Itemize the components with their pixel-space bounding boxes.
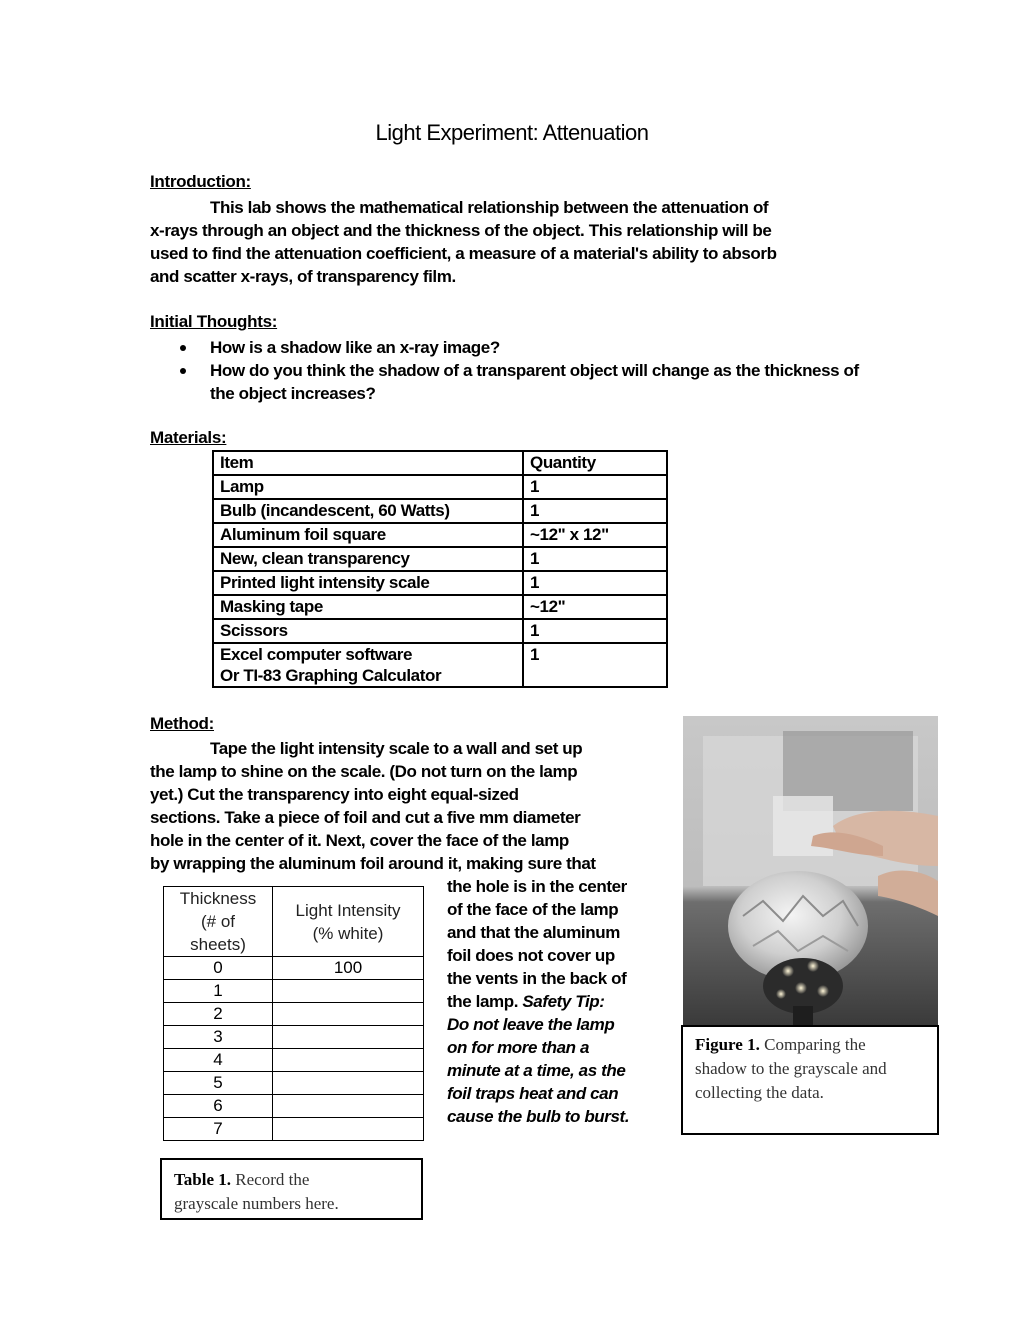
- qty-cell: 1: [523, 547, 667, 571]
- intensity-table: [163, 886, 424, 1141]
- table-row: [164, 957, 424, 980]
- table-row: [164, 1003, 424, 1026]
- method-line: the lamp to shine on the scale. (Do not turn on the lamp: [150, 762, 578, 781]
- intensity-cell: [273, 980, 424, 1003]
- item-cell: Bulb (incandescent, 60 Watts): [213, 499, 523, 523]
- table-row: [164, 1049, 424, 1072]
- table-row: [164, 1095, 424, 1118]
- intensity-cell: [273, 1072, 424, 1095]
- method-paragraph-narrow: [447, 875, 667, 1128]
- list-item: How do you think the shadow of a transparent object will change as the thickness of the object increases?: [150, 359, 870, 405]
- initial-thoughts-heading: Initial Thoughts:: [150, 312, 278, 331]
- table-header-row: [164, 887, 424, 957]
- method-line: sections. Take a piece of foil and cut a five mm diameter: [150, 808, 581, 827]
- method-line: hole in the center of it. Next, cover the face of the lamp: [150, 831, 569, 850]
- lamp-photo-illustration: [683, 716, 938, 1026]
- method-line: yet.) Cut the transparency into eight equal-sized: [150, 785, 519, 804]
- table-row: [164, 1026, 424, 1049]
- item-cell: Aluminum foil square: [213, 523, 523, 547]
- table-row: [213, 619, 667, 643]
- page-title: Light Experiment: Attenuation: [375, 120, 649, 145]
- thickness-cell: 1: [164, 980, 273, 1003]
- lamp-photo: [683, 716, 938, 1026]
- thickness-cell: 4: [164, 1049, 273, 1072]
- safety-tip-label: Safety Tip:: [522, 992, 605, 1011]
- method-line: foil does not cover up: [447, 946, 615, 965]
- table-caption: Table 1. Record the grayscale numbers here.: [160, 1158, 423, 1220]
- table-row: [213, 547, 667, 571]
- initial-thoughts-list: [150, 336, 870, 405]
- table-row: [213, 475, 667, 499]
- table-row: [213, 499, 667, 523]
- thickness-cell: 0: [164, 957, 273, 980]
- safety-tip-line: foil traps heat and can: [447, 1084, 619, 1103]
- method-line: the lamp. Safety Tip:: [447, 992, 605, 1011]
- table-header-row: [213, 451, 667, 475]
- intro-line: x-rays through an object and the thickness of the object. This relationship will be: [150, 221, 772, 240]
- intro-line: used to find the attenuation coefficient, a measure of a material's ability to absorb: [150, 244, 777, 263]
- item-cell: Excel computer software Or TI-83 Graphing Calculator: [213, 643, 523, 687]
- intensity-cell: [273, 1049, 424, 1072]
- intensity-cell: [273, 1118, 424, 1141]
- header-cell-thickness: Thickness (# of sheets): [164, 887, 273, 957]
- figure-caption: Figure 1. Comparing the shadow to the grayscale and collecting the data.: [681, 1025, 939, 1135]
- intensity-cell: [273, 1095, 424, 1118]
- thickness-cell: 6: [164, 1095, 273, 1118]
- thickness-cell: 3: [164, 1026, 273, 1049]
- item-cell: Lamp: [213, 475, 523, 499]
- table-row: [164, 1072, 424, 1095]
- table-row: [213, 571, 667, 595]
- header-cell-intensity: Light Intensity (% white): [273, 887, 424, 957]
- table-row: [213, 523, 667, 547]
- method-heading: Method:: [150, 714, 214, 733]
- safety-tip-line: Do not leave the lamp: [447, 1015, 615, 1034]
- table-row: [213, 595, 667, 619]
- intensity-cell: 100: [273, 957, 424, 980]
- qty-cell: 1: [523, 571, 667, 595]
- method-paragraph: [150, 737, 670, 875]
- method-line: and that the aluminum: [447, 923, 620, 942]
- introduction-heading: Introduction:: [150, 172, 251, 191]
- safety-tip-line: minute at a time, as the: [447, 1061, 626, 1080]
- qty-cell: ~12": [523, 595, 667, 619]
- intro-line: and scatter x-rays, of transparency film.: [150, 267, 456, 286]
- intro-line: This lab shows the mathematical relationship between the attenuation of: [210, 198, 769, 217]
- list-item: How is a shadow like an x-ray image?: [150, 336, 870, 359]
- qty-cell: 1: [523, 475, 667, 499]
- item-cell: Masking tape: [213, 595, 523, 619]
- materials-table: [212, 450, 668, 688]
- intensity-cell: [273, 1026, 424, 1049]
- intensity-cell: [273, 1003, 424, 1026]
- item-cell: Printed light intensity scale: [213, 571, 523, 595]
- qty-cell: 1: [523, 619, 667, 643]
- method-line: the hole is in the center: [447, 877, 627, 896]
- table-row: [164, 1118, 424, 1141]
- safety-tip-line: on for more than a: [447, 1038, 590, 1057]
- item-cell: Scissors: [213, 619, 523, 643]
- qty-cell: 1: [523, 643, 667, 687]
- bullet-icon: [180, 368, 186, 374]
- method-line: by wrapping the aluminum foil around it, making sure that: [150, 854, 596, 873]
- header-cell: Item: [213, 451, 523, 475]
- thickness-cell: 5: [164, 1072, 273, 1095]
- method-line: of the face of the lamp: [447, 900, 619, 919]
- table-row: [164, 980, 424, 1003]
- bullet-icon: [180, 345, 186, 351]
- header-cell: Quantity: [523, 451, 667, 475]
- item-cell: New, clean transparency: [213, 547, 523, 571]
- qty-cell: 1: [523, 499, 667, 523]
- table-row: [213, 643, 667, 687]
- thickness-cell: 7: [164, 1118, 273, 1141]
- introduction-paragraph: [150, 196, 890, 288]
- method-line: the vents in the back of: [447, 969, 627, 988]
- materials-heading: Materials:: [150, 428, 227, 447]
- safety-tip-line: cause the bulb to burst.: [447, 1107, 630, 1126]
- method-line: Tape the light intensity scale to a wall and set up: [210, 739, 583, 758]
- qty-cell: ~12" x 12": [523, 523, 667, 547]
- thickness-cell: 2: [164, 1003, 273, 1026]
